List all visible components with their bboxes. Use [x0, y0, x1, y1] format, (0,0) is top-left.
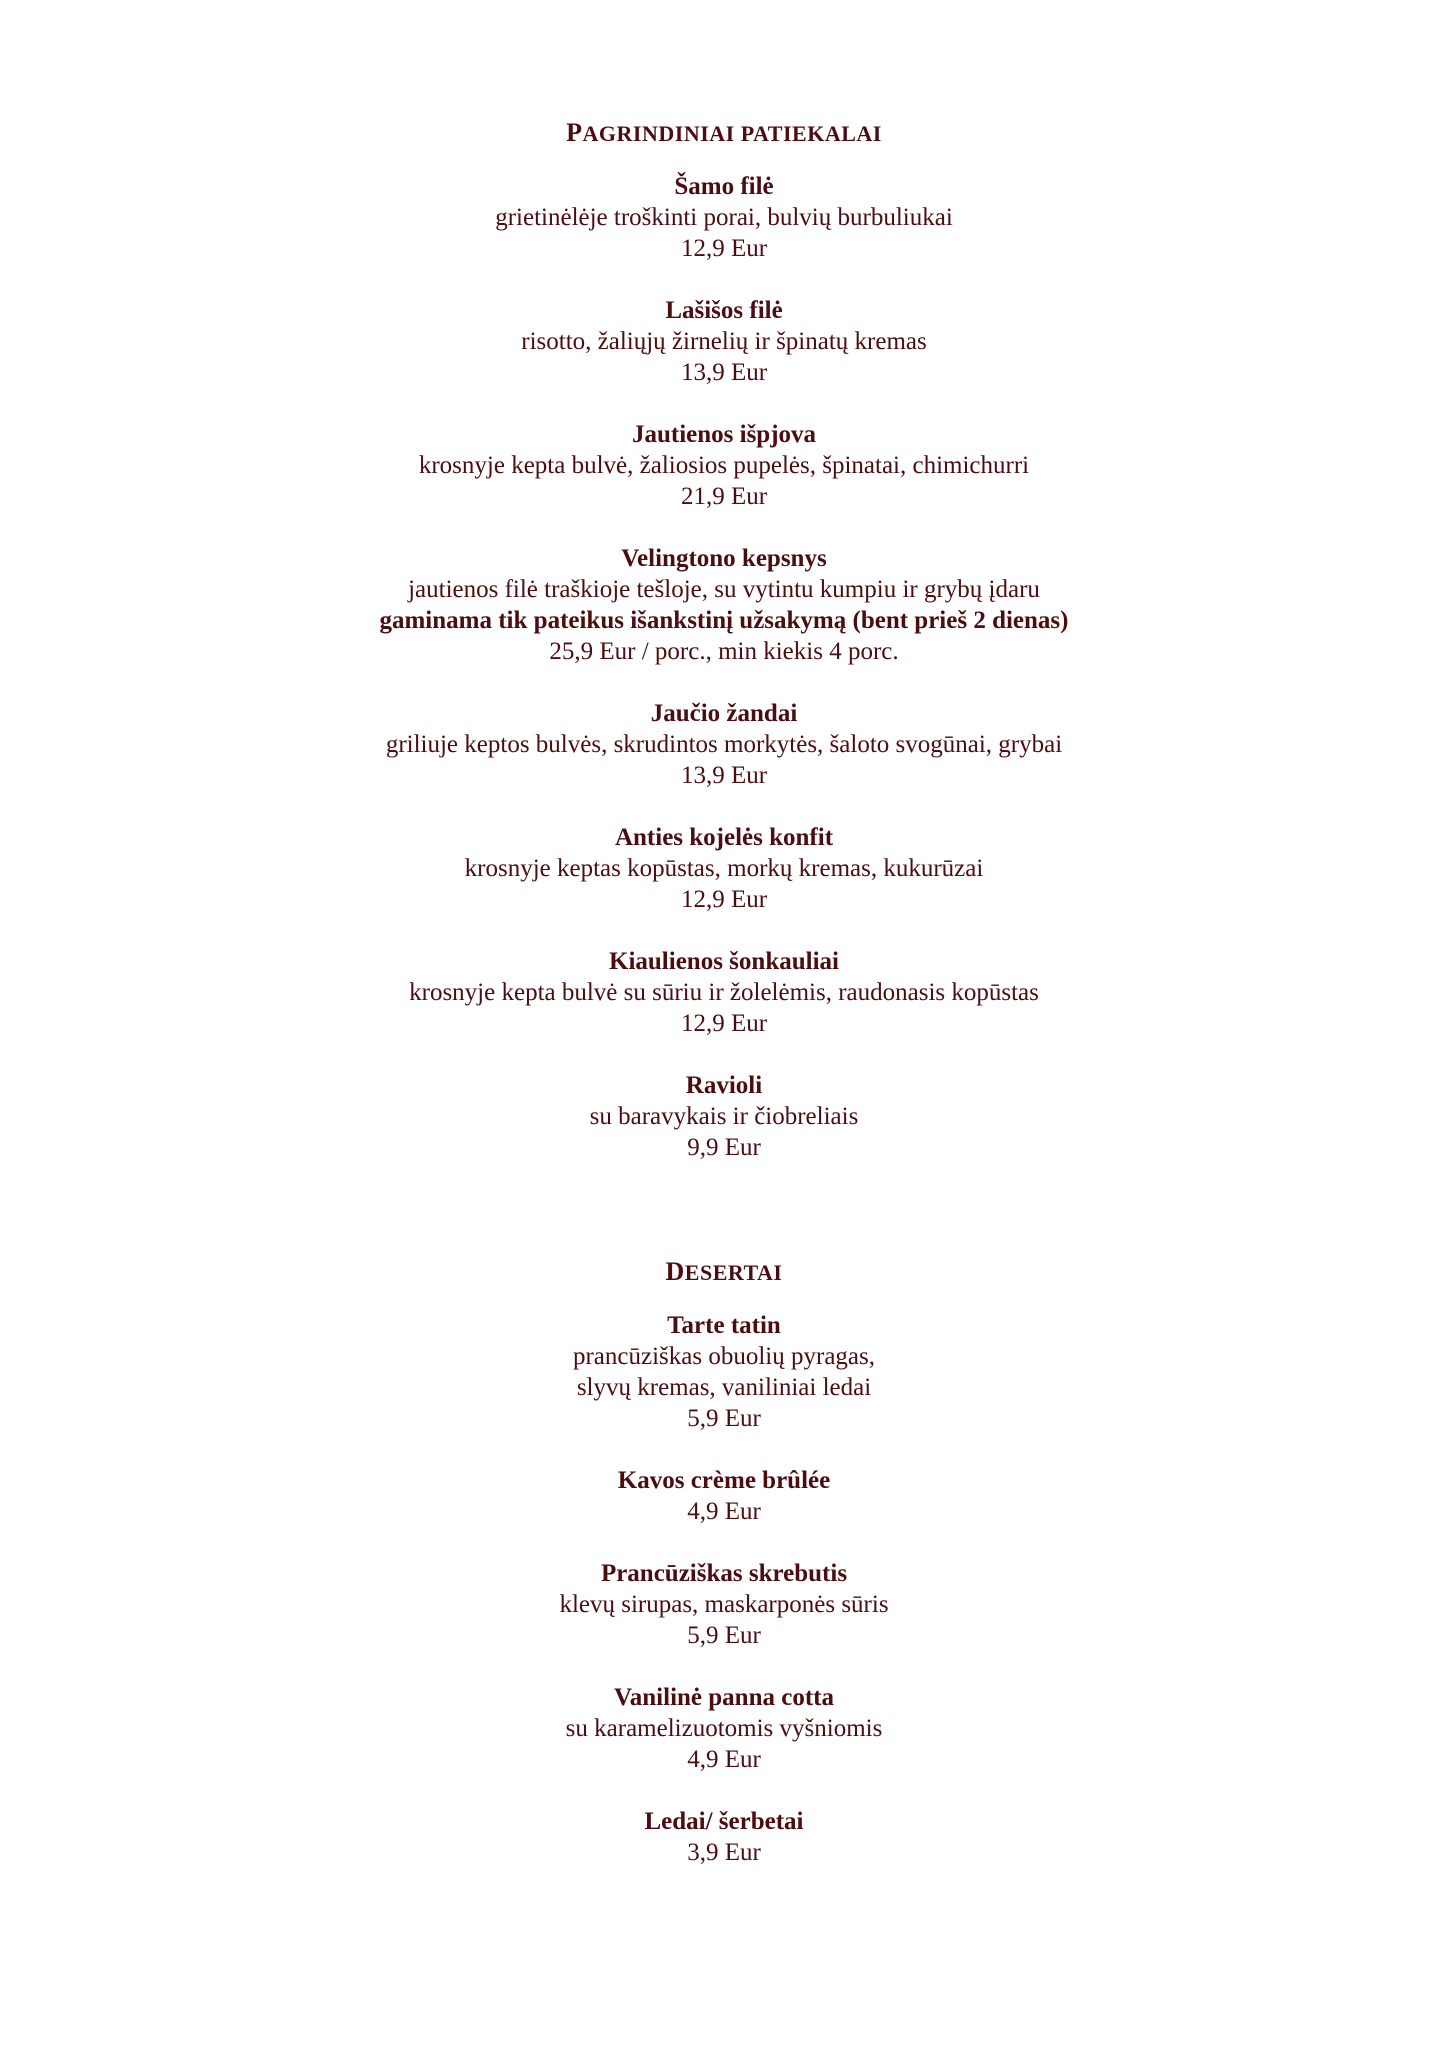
- heading-rest: ESERTAI: [684, 1260, 783, 1285]
- menu-item: [0, 698, 1448, 791]
- item-price: 5,9 Eur: [687, 1622, 761, 1649]
- menu-item: [0, 1465, 1448, 1527]
- menu-item: [0, 1310, 1448, 1434]
- heading-rest: AGRINDINIAI PATIEKALAI: [582, 121, 882, 146]
- menu-item: [0, 946, 1448, 1039]
- menu-item: [0, 295, 1448, 388]
- item-price: 9,9 Eur: [687, 1134, 761, 1161]
- item-name: Velingtono kepsnys: [621, 545, 827, 572]
- item-price: 4,9 Eur: [687, 1746, 761, 1773]
- item-name: Anties kojelės konfit: [614, 824, 834, 851]
- desserts-section: [0, 1257, 1448, 1899]
- item-price: 4,9 Eur: [687, 1498, 761, 1525]
- menu-item: [0, 1682, 1448, 1775]
- item-order-note: gaminama tik pateikus išankstinį užsakymą (bent prieš 2 dienas): [379, 607, 1069, 634]
- item-description: su baravykais ir čiobreliais: [589, 1103, 859, 1130]
- item-description: klevų sirupas, maskarponės sūris: [559, 1591, 889, 1618]
- item-description: jautienos filė traškioje tešloje, su vytintu kumpiu ir grybų įdaru: [408, 576, 1040, 603]
- item-name: Jautienos išpjova: [631, 421, 817, 448]
- item-price: 13,9 Eur: [680, 762, 768, 789]
- item-price: 13,9 Eur: [680, 359, 768, 386]
- item-description: su karamelizuotomis vyšniomis: [565, 1715, 883, 1742]
- menu-item: [0, 543, 1448, 667]
- item-description-line2: slyvų kremas, vaniliniai ledai: [576, 1374, 872, 1401]
- item-description: krosnyje keptas kopūstas, morkų kremas, kukurūzai: [464, 855, 984, 882]
- item-name: Ledai/ šerbetai: [644, 1808, 804, 1835]
- item-price: 12,9 Eur: [680, 235, 768, 262]
- item-description: risotto, žaliųjų žirnelių ir špinatų kremas: [521, 328, 927, 355]
- item-name: Šamo filė: [674, 173, 774, 200]
- item-description: krosnyje kepta bulvė, žaliosios pupelės, špinatai, chimichurri: [418, 452, 1030, 479]
- item-name: Kavos crème brûlée: [617, 1467, 831, 1494]
- item-price: 12,9 Eur: [680, 886, 768, 913]
- item-name: Vanilinė panna cotta: [614, 1684, 834, 1711]
- menu-item: [0, 1806, 1448, 1868]
- item-name: Kiaulienos šonkauliai: [609, 948, 839, 975]
- item-price: 21,9 Eur: [680, 483, 768, 510]
- item-name: Jaučio žandai: [650, 700, 798, 727]
- menu-item: [0, 171, 1448, 264]
- item-description: griliuje keptos bulvės, skrudintos morkytės, šaloto svogūnai, grybai: [385, 731, 1063, 758]
- desserts-heading: [0, 1257, 1448, 1288]
- item-description: krosnyje kepta bulvė su sūriu ir žolelėmis, raudonasis kopūstas: [409, 979, 1039, 1006]
- item-price: 3,9 Eur: [687, 1839, 761, 1866]
- menu-item: [0, 1558, 1448, 1651]
- item-description: prancūziškas obuolių pyragas,: [572, 1343, 875, 1370]
- menu-item: [0, 822, 1448, 915]
- item-price: 12,9 Eur: [680, 1010, 768, 1037]
- item-price: 5,9 Eur: [687, 1405, 761, 1432]
- menu-item: [0, 1070, 1448, 1163]
- heading-initial: P: [566, 118, 583, 147]
- item-price: 25,9 Eur / porc., min kiekis 4 porc.: [549, 638, 899, 665]
- item-name: Tarte tatin: [667, 1312, 781, 1339]
- main-dishes-list: [0, 171, 1448, 1163]
- main-dishes-heading: [0, 118, 1448, 149]
- item-name: Prancūziškas skrebutis: [600, 1560, 848, 1587]
- heading-initial: D: [665, 1257, 685, 1286]
- main-dishes-section: [0, 118, 1448, 1194]
- item-name: Ravioli: [685, 1072, 763, 1099]
- menu-item: [0, 419, 1448, 512]
- item-name: Lašišos filė: [665, 297, 783, 324]
- item-description: grietinėlėje troškinti porai, bulvių burbuliukai: [495, 204, 953, 231]
- desserts-list: [0, 1310, 1448, 1868]
